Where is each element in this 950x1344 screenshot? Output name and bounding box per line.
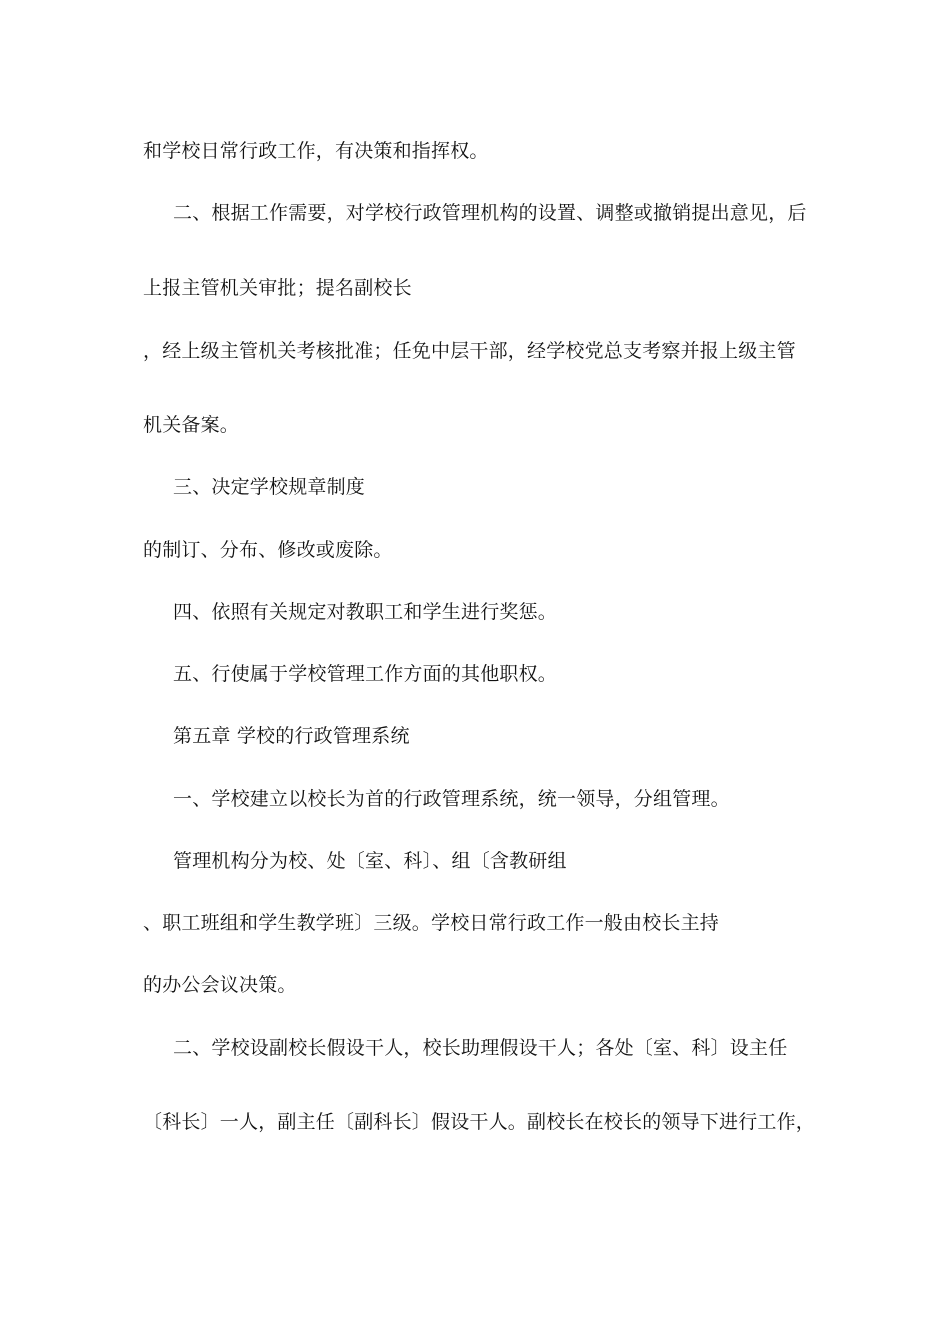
text-line: ，经上级主管机关考核批准；任免中层干部，经学校党总支考察并报上级主管 <box>143 340 796 362</box>
text-line: 〔科长〕一人，副主任〔副科长〕假设干人。副校长在校长的领导下进行工作， <box>143 1111 816 1133</box>
text-line: 二、学校设副校长假设干人，校长助理假设干人；各处〔室、科〕设主任 <box>173 1037 788 1059</box>
text-line: 、职工班组和学生教学班〕三级。学校日常行政工作一般由校长主持 <box>143 912 720 934</box>
text-line: 三、决定学校规章制度 <box>173 476 366 498</box>
text-line: 的办公会议决策。 <box>143 974 297 996</box>
text-line: 一、学校建立以校长为首的行政管理系统，统一领导，分组管理。 <box>173 788 730 810</box>
text-line: 五、行使属于学校管理工作方面的其他职权。 <box>173 663 558 685</box>
text-line: 二、根据工作需要，对学校行政管理机构的设置、调整或撤销提出意见，后 <box>173 202 807 224</box>
chapter-heading: 第五章 学校的行政管理系统 <box>173 725 410 747</box>
text-line: 管理机构分为校、处〔室、科〕、组〔含教研组 <box>173 850 567 872</box>
text-line: 四、依照有关规定对教职工和学生进行奖惩。 <box>173 601 558 623</box>
text-line: 的制订、分布、修改或废除。 <box>143 539 393 561</box>
text-line: 机关备案。 <box>143 414 240 436</box>
text-line: 上报主管机关审批；提名副校长 <box>143 277 412 299</box>
text-line: 和学校日常行政工作，有决策和指挥权。 <box>143 140 489 162</box>
